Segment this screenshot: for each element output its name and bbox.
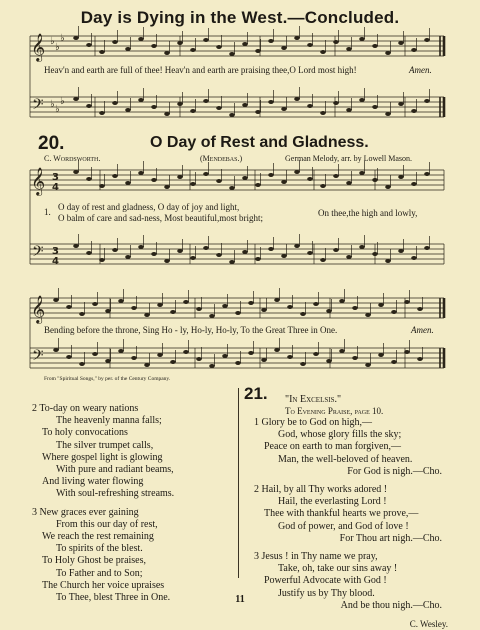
note-head — [99, 111, 105, 115]
note-head — [222, 304, 228, 308]
note-head — [255, 183, 261, 187]
verse-line: To Thee, blest Three in One. — [56, 592, 171, 604]
note-head — [125, 255, 131, 259]
note-head — [398, 41, 404, 45]
verse-line: 3 Jesus ! in Thy name we pray, — [254, 551, 378, 563]
note-head — [183, 350, 189, 354]
note-head — [131, 356, 137, 360]
staff-system1-bass — [30, 97, 444, 117]
note-head — [242, 103, 248, 107]
note-head — [307, 43, 313, 47]
note-head — [177, 102, 183, 106]
note-head — [411, 182, 417, 186]
note-head — [307, 104, 313, 108]
note-head — [235, 311, 241, 315]
note-head — [144, 363, 150, 367]
note-head — [248, 301, 254, 305]
svg-text:♭: ♭ — [50, 36, 55, 47]
note-head — [209, 314, 215, 318]
note-head — [73, 36, 79, 40]
hymn-title: "In Excelsis." — [285, 394, 342, 405]
verse-line: Powerful Advocate with God ! — [264, 575, 387, 587]
note-head — [86, 177, 92, 181]
note-head — [190, 109, 196, 113]
note-head — [424, 99, 430, 103]
note-head — [73, 97, 79, 101]
note-head — [112, 40, 118, 44]
verse-line: With soul-refreshing streams. — [56, 488, 175, 500]
note-head — [248, 351, 254, 355]
note-head — [229, 186, 235, 190]
note-head — [359, 171, 365, 175]
note-head — [242, 176, 248, 180]
note-head — [125, 181, 131, 185]
system1-lyrics: Heav'n and earth are full of thee! Heav'n and earth are praising thee,O Lord most high! — [44, 65, 357, 75]
note-head — [138, 98, 144, 102]
note-head — [229, 113, 235, 117]
verse-line: Hail, the everlasting Lord ! — [278, 496, 387, 508]
hymn-arranger: German Melody, arr. by Lowell Mason. — [285, 154, 413, 163]
verse-line: Justify us by Thy blood. — [278, 587, 375, 599]
note-head — [190, 48, 196, 52]
hymn-number: 21. — [244, 384, 268, 403]
note-head — [359, 245, 365, 249]
verse — [32, 403, 174, 501]
note-head — [411, 109, 417, 113]
note-head — [92, 302, 98, 306]
note-head — [86, 43, 92, 47]
note-head — [112, 248, 118, 252]
hymn20-verses — [32, 403, 174, 610]
note-head — [255, 257, 261, 261]
verse-line: God, whose glory fills the sky; — [278, 429, 402, 441]
note-head — [86, 251, 92, 255]
note-head — [307, 251, 313, 255]
note-head — [196, 307, 202, 311]
note-head — [203, 246, 209, 250]
note-head — [216, 253, 222, 257]
svg-text:♭: ♭ — [50, 99, 55, 110]
note-head — [53, 348, 59, 352]
note-head — [268, 100, 274, 104]
note-head — [281, 254, 287, 258]
verse — [254, 484, 450, 545]
note-head — [125, 108, 131, 112]
note-head — [170, 360, 176, 364]
note-head — [294, 97, 300, 101]
note-head — [320, 111, 326, 115]
note-head — [300, 312, 306, 316]
note-head — [274, 348, 280, 352]
note-head — [216, 179, 222, 183]
note-head — [242, 250, 248, 254]
note-head — [404, 350, 410, 354]
verse — [254, 417, 450, 478]
note-head — [424, 38, 430, 42]
svg-text:♭: ♭ — [60, 96, 65, 107]
note-head — [268, 247, 274, 251]
tune-reference: To Evening Praise, page 10. — [285, 406, 384, 416]
note-head — [372, 252, 378, 256]
note-head — [79, 312, 85, 316]
note-head — [294, 244, 300, 248]
staff-system1-treble — [30, 36, 444, 117]
note-head — [105, 359, 111, 363]
verse-line: 3 New graces ever gaining — [32, 506, 139, 518]
note-head — [404, 300, 410, 304]
note-head — [300, 362, 306, 366]
note-head — [372, 105, 378, 109]
verse-number: 1. — [44, 207, 51, 217]
permission-note: From "Spiritual Songs," by per. of the Century Company. — [44, 376, 171, 382]
note-head — [313, 302, 319, 306]
verse-line: From this our day of rest, — [56, 518, 158, 530]
lyric-line: O day of rest and gladness, O day of joy and light, — [58, 202, 240, 212]
verse-list — [32, 403, 174, 604]
note-head — [183, 300, 189, 304]
note-head — [261, 358, 267, 362]
verse-line: Man, the well-beloved of heaven. — [278, 453, 413, 465]
svg-text:♭: ♭ — [55, 42, 60, 53]
note-head — [125, 47, 131, 51]
note-head — [385, 112, 391, 116]
note-head — [190, 256, 196, 260]
note-head — [157, 353, 163, 357]
note-head — [164, 51, 170, 55]
note-head — [398, 249, 404, 253]
lyric-line: Bending before the throne, Sing Ho - ly, Ho-ly, Ho-ly, To the Great Three in One. — [44, 325, 338, 335]
verse-number: 2 — [32, 403, 40, 414]
verse-line: To spirits of the blest. — [56, 543, 143, 555]
note-head — [151, 105, 157, 109]
note-head — [385, 185, 391, 189]
note-head — [359, 37, 365, 41]
verse-number: 1 — [254, 417, 262, 428]
verse-refrain: And be thou nigh.—Cho. — [340, 599, 442, 611]
note-head — [346, 255, 352, 259]
note-head — [398, 102, 404, 106]
note-head — [66, 355, 72, 359]
note-head — [203, 99, 209, 103]
note-head — [53, 298, 59, 302]
note-head — [138, 245, 144, 249]
note-head — [326, 359, 332, 363]
note-head — [333, 101, 339, 105]
verse-line: God of power, and God of love ! — [278, 520, 409, 532]
note-head — [333, 248, 339, 252]
verse-line: 2 Hail, by all Thy works adored ! — [254, 484, 388, 496]
note-head — [177, 41, 183, 45]
note-head — [177, 249, 183, 253]
note-head — [157, 303, 163, 307]
note-head — [216, 45, 222, 49]
note-head — [79, 362, 85, 366]
lyric-line: O balm of care and sad-ness, Most beautiful,most bright; — [58, 213, 263, 223]
note-head — [216, 106, 222, 110]
note-head — [229, 260, 235, 264]
note-head — [378, 303, 384, 307]
note-head — [242, 42, 248, 46]
note-head — [66, 305, 72, 309]
note-head — [365, 313, 371, 317]
note-head — [320, 184, 326, 188]
note-head — [73, 244, 79, 248]
note-head — [346, 108, 352, 112]
note-head — [164, 259, 170, 263]
note-head — [424, 172, 430, 176]
verse-line: To Holy Ghost be praises, — [42, 555, 147, 567]
note-head — [131, 306, 137, 310]
verse-line: 1 Glory be to God on high,— — [254, 417, 373, 428]
verse-refrain: For God is nigh.—Cho. — [347, 465, 442, 477]
page-number: 11 — [235, 594, 245, 605]
staff-system2-bass — [30, 244, 444, 264]
bass-clef-icon: 𝄢 — [32, 347, 44, 368]
note-head — [424, 246, 430, 250]
note-head — [294, 36, 300, 40]
note-head — [339, 349, 345, 353]
verse-number: 3 — [32, 506, 40, 518]
note-head — [287, 355, 293, 359]
note-head — [170, 310, 176, 314]
note-head — [99, 258, 105, 262]
note-head — [326, 309, 332, 313]
note-head — [391, 360, 397, 364]
note-head — [398, 175, 404, 179]
verse-line: And living water flowing — [42, 476, 144, 488]
svg-text:4: 4 — [52, 182, 59, 193]
note-head — [261, 308, 267, 312]
hymn-tune: (Mendebas.) — [200, 154, 243, 163]
note-head — [352, 356, 358, 360]
svg-text:♭: ♭ — [55, 104, 60, 115]
verse-line: To Father and to Son; — [56, 567, 143, 579]
note-head — [92, 352, 98, 356]
treble-clef-icon: 𝄞 — [31, 295, 46, 323]
note-head — [391, 310, 397, 314]
note-head — [378, 353, 384, 357]
note-head — [138, 171, 144, 175]
note-head — [112, 101, 118, 105]
note-head — [385, 259, 391, 263]
note-head — [138, 37, 144, 41]
note-head — [320, 258, 326, 262]
verse — [32, 507, 174, 605]
note-head — [164, 112, 170, 116]
verse-refrain: For Thou art nigh.—Cho. — [339, 532, 442, 544]
note-head — [359, 98, 365, 102]
note-head — [164, 185, 170, 189]
verse-line: Thee with thankful hearts we prove,— — [264, 508, 419, 520]
note-head — [411, 256, 417, 260]
note-head — [294, 170, 300, 174]
verse-line: To holy convocations — [42, 427, 128, 439]
note-head — [151, 44, 157, 48]
note-head — [118, 349, 124, 353]
note-head — [229, 52, 235, 56]
verse-line: The silver trumpet calls, — [56, 439, 154, 451]
hymn-amen: Amen. — [411, 325, 434, 335]
note-head — [320, 50, 326, 54]
note-head — [268, 173, 274, 177]
verse-line: The Church her voice upraises — [42, 579, 165, 591]
verse-number: 2 — [254, 484, 262, 496]
svg-text:♭: ♭ — [60, 33, 65, 44]
note-head — [203, 172, 209, 176]
note-head — [268, 39, 274, 43]
page-title: Day is Dying in the West.—Concluded. — [80, 8, 400, 27]
note-head — [99, 184, 105, 188]
staff-system3-bass — [30, 348, 444, 368]
note-head — [287, 305, 293, 309]
bass-clef-icon: 𝄢 — [32, 96, 44, 117]
note-head — [203, 38, 209, 42]
note-head — [177, 175, 183, 179]
svg-text:3: 3 — [52, 246, 59, 257]
note-head — [99, 50, 105, 54]
hymn-title: O Day of Rest and Gladness. — [150, 134, 369, 151]
note-head — [417, 357, 423, 361]
note-head — [339, 299, 345, 303]
note-head — [151, 252, 157, 256]
note-head — [190, 182, 196, 186]
note-head — [372, 178, 378, 182]
note-head — [411, 48, 417, 52]
note-head — [151, 178, 157, 182]
column-divider — [238, 388, 239, 578]
bass-clef-icon: 𝄢 — [32, 243, 44, 264]
note-head — [255, 110, 261, 114]
note-head — [333, 40, 339, 44]
verse-line: We reach the rest remaining — [42, 531, 154, 543]
note-head — [222, 354, 228, 358]
note-head — [235, 361, 241, 365]
note-head — [274, 298, 280, 302]
note-head — [307, 177, 313, 181]
note-head — [365, 363, 371, 367]
verse-line: Take, oh, take our sins away ! — [278, 563, 398, 575]
note-head — [352, 306, 358, 310]
lyric-line: On thee,the high and lowly, — [318, 208, 418, 218]
note-head — [385, 51, 391, 55]
hymn-author: C. Wordsworth. — [44, 154, 101, 163]
system1-amen: Amen. — [409, 65, 432, 75]
note-head — [86, 104, 92, 108]
verse-list — [254, 417, 450, 612]
note-head — [346, 47, 352, 51]
treble-clef-icon: 𝄞 — [31, 167, 46, 195]
verse-line: With pure and radiant beams, — [56, 464, 174, 476]
note-head — [346, 181, 352, 185]
note-head — [196, 357, 202, 361]
note-head — [313, 352, 319, 356]
verse-line: Where gospel light is glowing — [42, 451, 163, 463]
verse-number: 3 — [254, 551, 262, 563]
note-head — [281, 107, 287, 111]
hymn-number: 20. — [38, 133, 65, 154]
note-head — [255, 49, 261, 53]
note-head — [144, 313, 150, 317]
note-head — [105, 309, 111, 313]
note-head — [281, 180, 287, 184]
note-head — [118, 299, 124, 303]
note-head — [112, 174, 118, 178]
verse-line: Peace on earth to man forgiven,— — [264, 441, 401, 453]
note-head — [417, 307, 423, 311]
note-head — [73, 170, 79, 174]
note-head — [209, 364, 215, 368]
svg-text:4: 4 — [52, 256, 59, 267]
note-head — [372, 44, 378, 48]
note-head — [333, 174, 339, 178]
note-head — [281, 46, 287, 50]
hymn-author: C. Wesley. — [409, 619, 448, 630]
treble-clef-icon: 𝄞 — [31, 33, 46, 61]
svg-text:3: 3 — [52, 172, 59, 183]
verse-line: The heavenly manna falls; — [56, 415, 162, 427]
verse-line: 2 To-day on weary nations — [32, 403, 139, 414]
